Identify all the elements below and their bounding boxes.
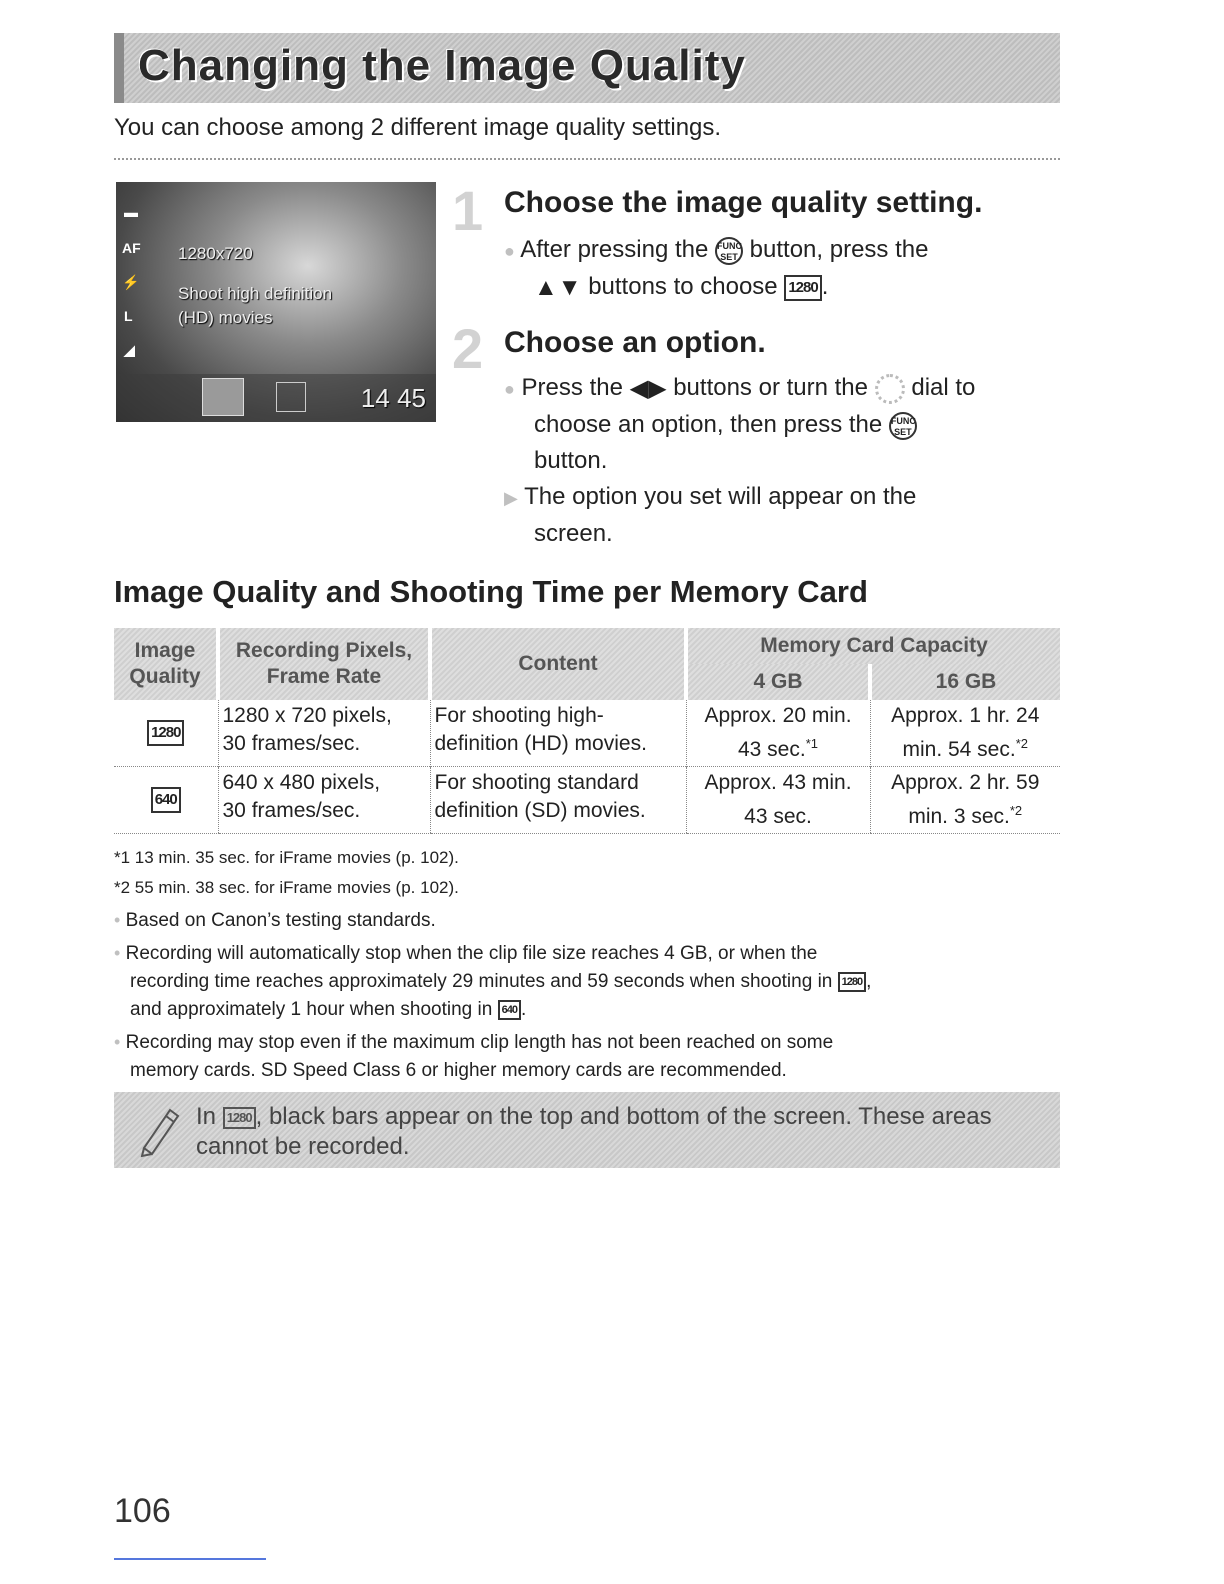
header-quality: Image Quality [114, 628, 218, 700]
step-1-title: Choose the image quality setting. [504, 186, 983, 219]
control-dial-icon [875, 374, 905, 404]
title-accent [114, 33, 124, 103]
divider [114, 158, 1060, 160]
step-2-text-a: Press the [521, 374, 623, 401]
step-1-period: . [821, 273, 829, 300]
tip-text: In 1280 , black bars appear on the top and bottom of the screen. These areas cannot be recorded. [196, 1103, 992, 1160]
quality-1280-icon: 1280 [838, 972, 866, 992]
menu-icon: ▬ [124, 204, 138, 220]
page-number-rule [114, 1558, 266, 1560]
size-icon: L [124, 308, 133, 324]
step-2-text-b: buttons or turn the [673, 374, 868, 401]
step-2-title: Choose an option. [504, 326, 766, 359]
table-title: Image Quality and Shooting Time per Memory Card [114, 574, 868, 609]
step-1-text-b: button, press the [749, 236, 929, 263]
quality-1280-icon: 1280 [147, 720, 184, 746]
step-2-body [504, 370, 1064, 552]
header-4gb: 4 GB [686, 664, 870, 700]
screen-resolution: 1280x720 [178, 244, 253, 263]
footnote-1: *1 13 min. 35 sec. for iFrame movies (p. 102). [114, 848, 459, 867]
pencil-icon [134, 1102, 184, 1158]
bullet-icon: • [114, 943, 121, 963]
quality-640-icon: 640 [498, 1000, 521, 1020]
header-pixels: Recording Pixels, Frame Rate [218, 628, 430, 700]
page-number: 106 [114, 1492, 171, 1530]
bullet-icon: • [114, 1032, 121, 1052]
camera-screen-image [116, 182, 436, 422]
header-capacity: Memory Card Capacity [686, 628, 1060, 664]
header-content: Content [430, 628, 686, 700]
screen-time: 14 45 [360, 383, 426, 413]
flash-icon: ⚡ [122, 274, 140, 290]
intro-text: You can choose among 2 different image quality settings. [114, 114, 722, 141]
quality-table [114, 628, 1060, 834]
mode-icon: ◢ [124, 342, 135, 358]
left-right-arrows-icon: ◀▶ [629, 374, 667, 402]
step-1-number: 1 [452, 179, 484, 242]
screen-caption-2: (HD) movies [178, 308, 273, 327]
header-16gb: 16 GB [870, 664, 1060, 700]
func-set-button-icon: FUNC SET [889, 412, 917, 440]
bullet-icon: ● [504, 241, 515, 261]
quality-1280-icon: 1280 [784, 275, 821, 301]
screen-option-icon [276, 382, 306, 412]
step-1-body [504, 232, 1044, 306]
quality-1280-icon: 1280 [223, 1107, 256, 1129]
table-row: 640 640 x 480 pixels, 30 frames/sec. For shooting standard definition (SD) movies. Approx. 43 min. 43 sec. Approx. 2 hr. 59 min. 3 sec.$^{*2}$ [114, 767, 1060, 834]
title-bar [114, 33, 1060, 103]
bullet-icon: • [114, 910, 121, 930]
notes-block: • Based on Canon’s testing standards. • Recording will automatically stop when the clip file size reaches 4 GB, or when the recording time reaches approximately 29 minutes and 59 seconds when shooting in 1280 , and approximately 1 hour when shooting in 640 . • Recording may stop even if the maximum clip length has not been reached on some memory cards. SD Speed Class 6 or higher memory cards are recommended. [114, 910, 872, 1081]
step-2-text-c: dial to [911, 374, 976, 401]
step-1-text-a: After pressing the [520, 236, 709, 263]
up-down-arrows-icon: ▲▼ [534, 273, 582, 301]
step-1-text-c: buttons to choose [588, 273, 778, 300]
screen-caption-1: Shoot high definition [178, 284, 333, 303]
func-set-button-icon: FUNC SET [715, 237, 743, 265]
step-2-number: 2 [452, 317, 484, 380]
quality-640-icon: 640 [151, 787, 181, 813]
step-2-result-1: The option you set will appear on the [524, 483, 917, 510]
screen-selected-option [202, 378, 244, 416]
tip-box [114, 1092, 1060, 1168]
result-arrow-icon: ▶ [504, 488, 518, 508]
bullet-icon: ● [504, 379, 515, 399]
step-2-text-e: button. [534, 447, 608, 474]
table-row: 1280 1280 x 720 pixels, 30 frames/sec. For shooting high- definition (HD) movies. Approx. 20 min. 43 sec.$^{*1}$ Approx. 1 hr. 24 min. 54 sec.$^{*2}$ [114, 700, 1060, 767]
footnote-2: *2 55 min. 38 sec. for iFrame movies (p. 102). [114, 878, 459, 897]
step-2-result-2: screen. [534, 520, 613, 547]
af-icon: AF [122, 240, 141, 256]
page-title: Changing the Image Quality [138, 41, 746, 90]
step-2-text-d: choose an option, then press the [534, 411, 883, 438]
